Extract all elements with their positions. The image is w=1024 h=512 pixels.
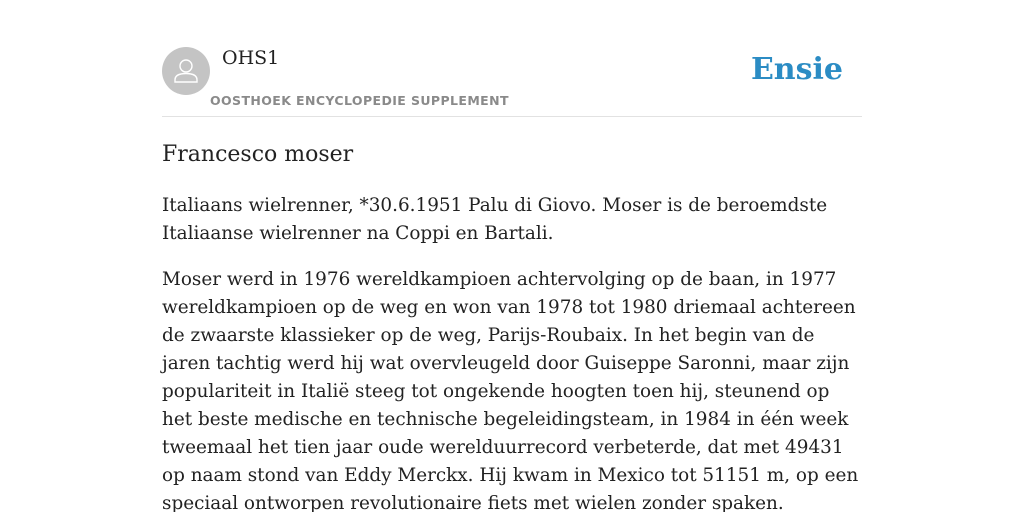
source-label[interactable]: OOSTHOEK ENCYCLOPEDIE SUPPLEMENT [210,93,509,108]
author-avatar[interactable] [162,47,210,95]
article-title: Francesco moser [162,142,354,167]
article-body [162,192,862,512]
author-name[interactable]: OHS1 [222,47,280,69]
brand-logo[interactable]: Ensie [750,52,843,87]
article-header [162,46,862,117]
user-silhouette-icon [162,47,210,95]
article-paragraph: Italiaans wielrenner, *30.6.1951 Palu di Giovo. Moser is de beroemdste Italiaanse wielrenner na Coppi en Bartali. [162,195,828,244]
article-paragraph: Moser werd in 1976 wereldkampioen achtervolging op de baan, in 1977 wereldkampioen op de weg en won van 1978 tot 1980 driemaal achtereen de zwaarste klassieker op de weg, Parijs-Roubaix. In het begin van de jaren tachtig werd hij wat overvleugeld door Guiseppe Saronni, maar zijn populariteit in Italië steeg tot ongekende hoogten toen hij, steunend op het beste medische en technische begeleidingsteam, in 1984 in één week tweemaal het tien jaar oude werelduurrecord verbeterde, dat met 49431 op naam stond van Eddy Merckx. Hij kwam in Mexico tot 51151 m, op een speciaal ontworpen revolutionaire fiets met wielen zonder spaken. [162,269,859,512]
